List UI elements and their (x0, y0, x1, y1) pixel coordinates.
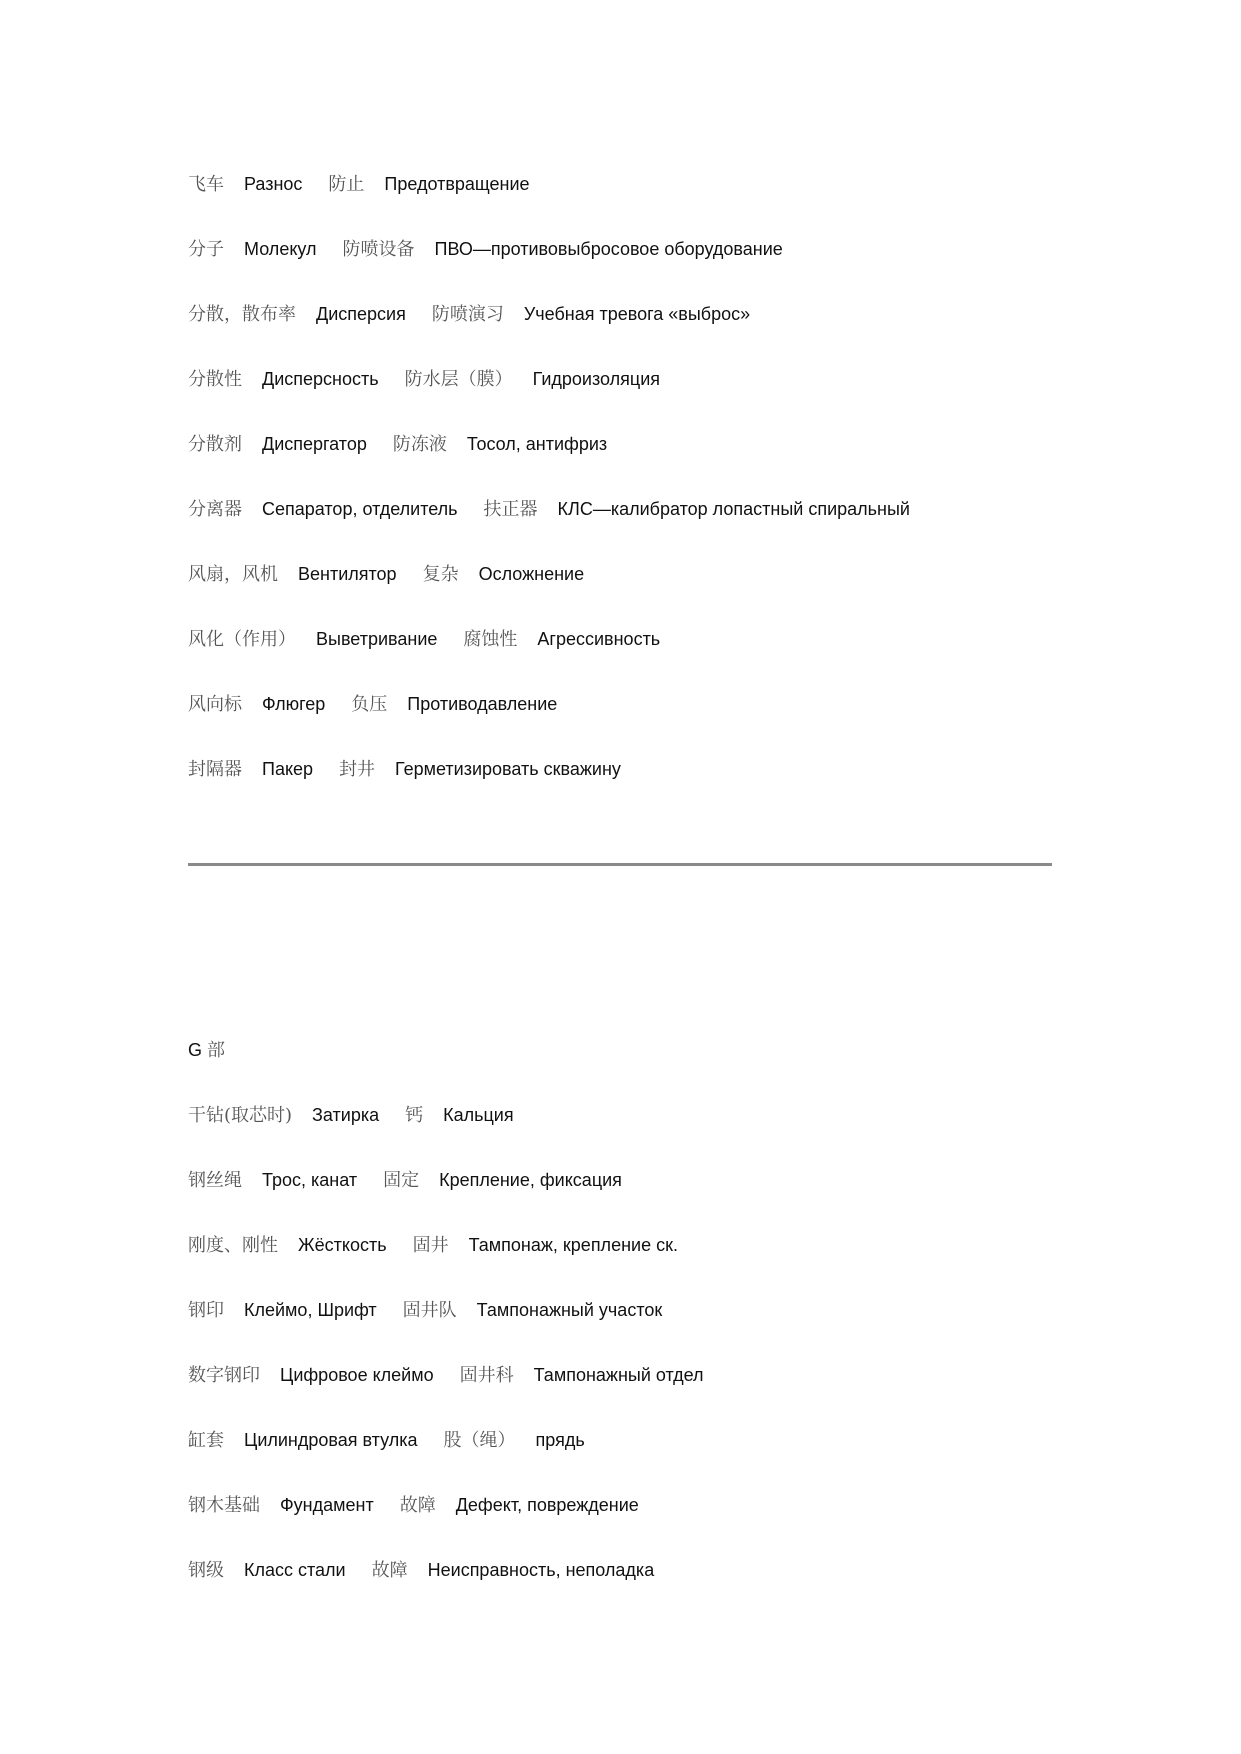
term-ru: Сепаратор, отделитель (262, 499, 458, 519)
glossary-row (188, 625, 1068, 690)
term-ru: Вентилятор (298, 564, 397, 584)
term-zh: 风向标 (188, 694, 242, 715)
term-ru: Предотвращение (384, 174, 530, 194)
term-ru: Фундамент (280, 1495, 374, 1515)
term-zh: 飞车 (188, 174, 224, 195)
term-zh: 负压 (351, 694, 388, 715)
term-ru: Цилиндровая втулка (244, 1430, 418, 1450)
term-ru: Дисперсия (316, 304, 406, 324)
term-ru: Класс стали (244, 1560, 346, 1580)
term-zh: 扶正器 (483, 499, 538, 520)
glossary-row (188, 235, 1068, 300)
term-zh: 钢木基础 (188, 1495, 260, 1516)
glossary-row (188, 560, 1068, 625)
term-ru: Дефект, повреждение (455, 1495, 639, 1515)
glossary-row (188, 300, 1068, 365)
term-zh: 钢级 (188, 1560, 224, 1581)
term-ru: ПВО—противовыбросовое оборудование (434, 239, 783, 259)
term-ru: Учебная тревога «выброс» (523, 304, 751, 324)
term-zh: 封隔器 (188, 759, 242, 780)
term-ru: Герметизировать скважину (395, 759, 621, 779)
term-zh: 封井 (339, 759, 376, 780)
glossary-row (188, 365, 1068, 430)
term-ru: Клеймо, Шрифт (244, 1300, 377, 1320)
term-zh: 分散，散布率 (188, 304, 296, 325)
glossary-row (188, 170, 1068, 235)
glossary-row (188, 1491, 1068, 1556)
term-ru: Пакер (262, 759, 314, 779)
term-zh: 防水层（膜） (404, 369, 513, 390)
glossary-row (188, 1101, 1068, 1166)
term-ru: Гидроизоляция (532, 369, 660, 389)
term-zh: 干钻(取芯时) (188, 1105, 293, 1126)
term-zh: 固定 (383, 1170, 420, 1191)
term-zh: 风化（作用） (188, 629, 296, 650)
term-zh: 钢丝绳 (188, 1170, 242, 1191)
section-heading-suffix: 部 (207, 1040, 226, 1061)
term-zh: 缸套 (188, 1430, 224, 1451)
term-zh: 固井 (412, 1235, 449, 1256)
term-ru: Трос, канат (262, 1170, 358, 1190)
term-ru: Неисправность, неполадка (427, 1560, 655, 1580)
term-ru: прядь (535, 1430, 585, 1450)
glossary-row (188, 755, 1068, 820)
term-ru: Тампонаж, крепление ск. (468, 1235, 678, 1255)
glossary-row (188, 1556, 1068, 1621)
glossary-row (188, 1231, 1068, 1296)
term-ru: Тампонажный участок (476, 1300, 663, 1320)
term-ru: Затирка (312, 1105, 380, 1125)
term-zh: 腐蚀性 (463, 629, 518, 650)
term-ru: Разнос (244, 174, 303, 194)
term-ru: Крепление, фиксация (439, 1170, 622, 1190)
term-ru: Молекул (244, 239, 317, 259)
term-ru: Кальция (443, 1105, 514, 1125)
term-zh: 钙 (405, 1105, 424, 1126)
term-zh: 分散剂 (188, 434, 242, 455)
term-zh: 故障 (399, 1495, 436, 1516)
glossary-row (188, 1296, 1068, 1361)
term-zh: 固井队 (402, 1300, 457, 1321)
term-zh: 固井科 (459, 1365, 514, 1386)
term-zh: 分散性 (188, 369, 242, 390)
term-ru: Тосол, антифриз (466, 434, 608, 454)
term-zh: 防喷演习 (431, 304, 504, 325)
glossary-section-g (188, 1036, 1068, 1621)
term-ru: Дисперсность (262, 369, 379, 389)
term-zh: 分子 (188, 239, 224, 260)
glossary-row (188, 1166, 1068, 1231)
term-zh: 风扇，风机 (188, 564, 278, 585)
glossary-section-f (188, 170, 1068, 820)
term-ru: Тампонажный отдел (533, 1365, 704, 1385)
term-zh: 防冻液 (392, 434, 447, 455)
section-heading (188, 1036, 1068, 1101)
glossary-row (188, 690, 1068, 755)
term-ru: Агрессивность (537, 629, 661, 649)
term-zh: 防止 (328, 174, 365, 195)
term-zh: 钢印 (188, 1300, 224, 1321)
term-zh: 数字钢印 (188, 1365, 260, 1386)
term-ru: Флюгер (262, 694, 326, 714)
term-zh: 故障 (371, 1560, 408, 1581)
section-divider (188, 863, 1052, 866)
term-zh: 防喷设备 (342, 239, 415, 260)
term-zh: 刚度、刚性 (188, 1235, 278, 1256)
term-zh: 分离器 (188, 499, 242, 520)
term-zh: 股（绳） (443, 1430, 516, 1451)
glossary-row (188, 1426, 1068, 1491)
term-ru: Противодавление (407, 694, 558, 714)
term-ru: КЛС—калибратор лопастный спиральный (557, 499, 910, 519)
glossary-row (188, 430, 1068, 495)
term-zh: 复杂 (422, 564, 459, 585)
section-heading-letter: G (188, 1040, 203, 1060)
term-ru: Жёсткость (298, 1235, 387, 1255)
term-ru: Осложнение (478, 564, 585, 584)
term-ru: Диспергатор (262, 434, 367, 454)
glossary-row (188, 495, 1068, 560)
term-ru: Цифровое клеймо (280, 1365, 434, 1385)
term-ru: Выветривание (316, 629, 438, 649)
glossary-row (188, 1361, 1068, 1426)
